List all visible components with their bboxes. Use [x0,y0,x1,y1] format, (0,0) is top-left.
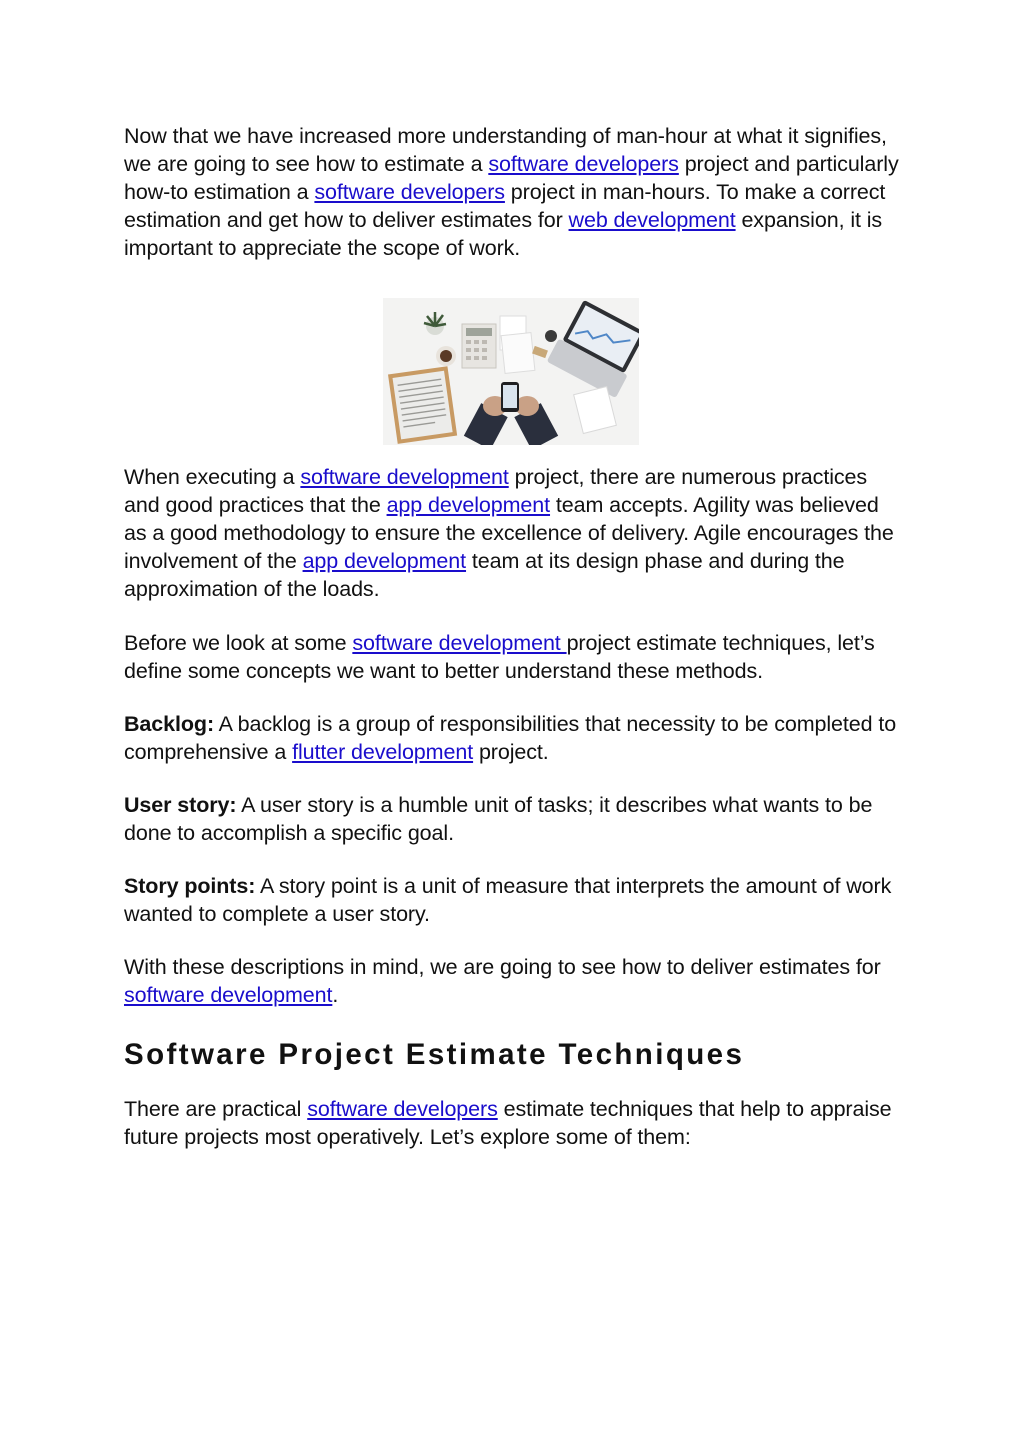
paragraph-text: Before we look at some [124,631,353,655]
paragraph-text: project, there are numerous practices and good practices that the [124,465,868,517]
app-development-link[interactable]: app development [386,493,551,517]
paragraph-text: A user story is a humble unit of tasks; it describes what wants to be done to accomplish a specific goal. [124,793,873,845]
paragraph-text: team accepts. Agility was believed as a good methodology to ensure the excellence of delivery. Agile encourages the involvement of the [124,493,894,573]
software-developers-link[interactable]: software developers [488,152,679,176]
software-development-link[interactable]: software development [352,631,567,655]
software-development-link[interactable]: software development [300,465,509,489]
flutter-development-link[interactable]: flutter development [292,740,474,764]
definition-term: Story points: [124,874,256,898]
software-development-link[interactable]: software development [124,983,333,1007]
workspace-desk-photo-icon [383,298,639,445]
paragraph-text: expansion, it is important to appreciate the scope of work. [124,208,883,260]
software-developers-link[interactable]: software developers [307,1097,498,1121]
workspace-photo [383,298,639,445]
software-developers-link[interactable]: software developers [314,180,505,204]
story-points-definition [124,872,904,928]
paragraph-text: When executing a [124,465,301,489]
paragraph-text: A backlog is a group of responsibilities that necessity to be completed to comprehensive a [124,712,897,764]
web-development-link[interactable]: web development [568,208,736,232]
app-development-link[interactable]: app development [302,549,467,573]
intro-paragraph [124,122,904,262]
paragraph-text: project. [473,740,549,764]
paragraph-text: . [332,983,339,1007]
definition-term: Backlog: [124,712,214,736]
agile-paragraph [124,463,904,603]
document-content [124,122,904,1151]
paragraph-text: Now that we have increased more understanding of man-hour at what it signifies, we are going to see how to estimate a [124,124,887,176]
paragraph-text: project and particularly how-to estimation a [124,152,899,204]
descriptions-paragraph [124,953,904,1009]
paragraph-text: A story point is a unit of measure that interprets the amount of work wanted to complete a user story. [124,874,892,926]
concepts-intro-paragraph [124,629,904,685]
paragraph-text: project in man-hours. To make a correct estimation and get how to deliver estimates for [124,180,886,232]
paragraph-text: With these descriptions in mind, we are going to see how to deliver estimates for [124,955,881,979]
backlog-definition [124,710,904,766]
user-story-definition [124,791,904,847]
definition-term: User story: [124,793,237,817]
paragraph-text: There are practical [124,1097,308,1121]
paragraph-text: project estimate techniques, let’s define some concepts we want to better understand these methods. [124,631,875,683]
paragraph-text: team at its design phase and during the approximation of the loads. [124,549,845,601]
techniques-paragraph [124,1095,904,1151]
paragraph-text: estimate techniques that help to appraise future projects most operatively. Let’s explore some of them: [124,1097,892,1149]
section-heading: Software Project Estimate Techniques [124,1038,745,1071]
